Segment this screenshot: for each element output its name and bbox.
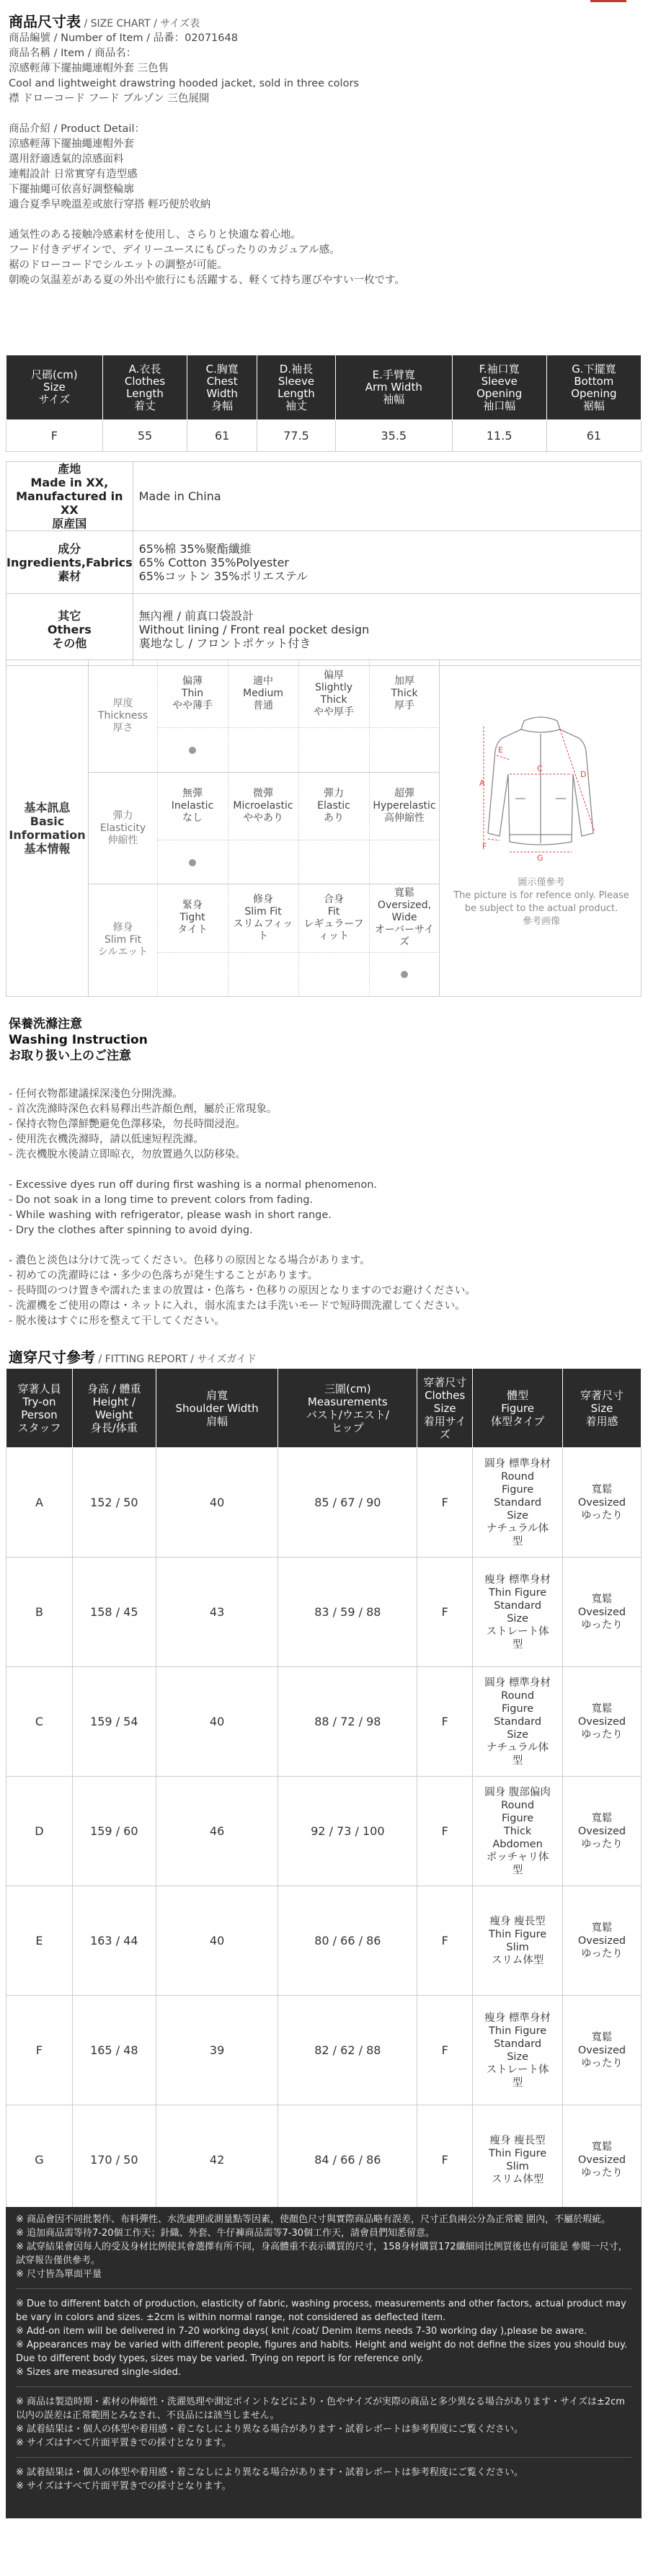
garment-figure-area — [439, 660, 642, 996]
fitting-row — [6, 2105, 642, 2215]
elasticity-option: 彈力 Elastic あり — [298, 773, 368, 840]
note-line: ※ 商品會因不同批製作、布料彈性、水洗處理或測量點等因素，使顏色尺寸與實際商品略有誤差，尺寸正負兩公分為正常範 圍內，不屬於瑕疵。 — [16, 2214, 611, 2225]
washing-lines — [9, 1087, 639, 1329]
size-cell: 55 — [102, 420, 187, 452]
fitting-cell-person: C — [6, 1667, 73, 1777]
fit-option: 修身 Slim Fit スリムフィット — [228, 884, 298, 952]
fitting-cell-shoulder: 46 — [156, 1777, 278, 1886]
jacket-collar — [521, 717, 560, 732]
fitting-table — [6, 1368, 642, 2215]
elasticity-label: 彈力 Elasticity 伸縮性 — [99, 809, 146, 846]
fitting-cell-figure: 圓身 標準身材 Round Figure Standard Size ナチュラル体 型 — [473, 1448, 563, 1558]
description-line: 連帽設計 日常實穿有造型感 — [9, 169, 138, 180]
thickness-indicator-row — [157, 727, 440, 772]
washing-instruction — [9, 1016, 639, 1329]
size-chart-title-main: 商品尺寸表 — [9, 13, 81, 30]
fitting-cell-shoulder: 40 — [156, 1886, 278, 1996]
fitting-header-cell: 穿著尺寸 Size 着用感 — [563, 1369, 642, 1448]
size-header-cell: D.袖長 Sleeve Length 袖丈 — [257, 355, 335, 420]
fit-option: 合身 Fit レギュラーフィット — [298, 884, 368, 952]
fitting-row — [6, 1448, 642, 1558]
note-line: ※ Add-on item will be delivered in 7-20 working days( knit /coat/ Denim items needs 7-30 working day ),please be aware. — [16, 2326, 587, 2337]
note-line: ※ 試穿結果會因每人的受及身材比例使其會選擇有所不同，身高體重不表示購買的尺寸，158身材購買172纖細同比例買後也有可能是 參閱一尺寸，試穿報告僅供參考。 — [16, 2242, 628, 2266]
note-line: ※ 試着結果は・個人の体型や着用感・着こなしにより異なる場合があります・試着レポートは参考程度にご覧ください。 — [16, 2467, 524, 2478]
fitting-cell-figure: 瘦身 標準身材 Thin Figure Standard Size ストレート体 型 — [473, 1558, 563, 1667]
fitting-cell-meas: 92 / 73 / 100 — [278, 1777, 417, 1886]
washing-line: - 首次洗滌時深色衣料易釋出些許顏色劑，屬於正常現象。 — [9, 1103, 278, 1115]
fitting-cell-fit: 寬鬆 Ovesized ゆったり — [563, 1777, 642, 1886]
washing-line: - 長時間のつけ置きや濡れたままの放置は・色落ち・色移りの原因となりますのでお避けください。 — [9, 1285, 476, 1297]
thickness-indicator-cell — [298, 728, 368, 772]
washing-lines-ja — [9, 1253, 639, 1329]
measure-line-d — [560, 729, 595, 832]
measure-line-e — [497, 755, 510, 760]
fitting-cell-fit: 寬鬆 Ovesized ゆったり — [563, 1667, 642, 1777]
fitting-cell-figure: 圓身 標準身材 Round Figure Standard Size ナチュラル体 型 — [473, 1667, 563, 1777]
size-cell: F — [6, 420, 103, 452]
thickness-option: 偏薄 Thin やや薄手 — [157, 660, 227, 727]
fitting-cell-fit: 寬鬆 Ovesized ゆったり — [563, 1886, 642, 1996]
description-line: 商品介紹 / Product Detail： — [9, 123, 145, 135]
description-line: 適合夏季早晚溫差或旅行穿搭 輕巧便於收納 — [9, 199, 211, 210]
fitting-cell-figure: 瘦身 瘦長型 Thin Figure Slim スリム体型 — [473, 1886, 563, 1996]
size-cell: 77.5 — [257, 420, 335, 452]
fitting-cell-size: F — [417, 1777, 473, 1886]
washing-line: - Dry the clothes after spinning to avoid dying. — [9, 1225, 253, 1236]
fitting-report-title — [9, 1346, 257, 1367]
fitting-cell-size: F — [417, 2105, 473, 2215]
description-line: 襟 ドローコード フード ブルゾン 三色展開 — [9, 93, 210, 105]
size-header-cell: F.袖口寬 Sleeve Opening 袖口幅 — [452, 355, 546, 420]
fabric-value: 65%棉 35%聚酯纖維 65% Cotton 35%Polyester 65%コットン 35%ポリエステル — [133, 531, 641, 594]
thickness-option: 加厚 Thick 厚手 — [369, 660, 439, 727]
thickness-attribute — [89, 660, 440, 772]
fitting-row — [6, 1886, 642, 1996]
origin-key: 產地 Made in XX, Manufactured in XX 原産国 — [6, 462, 133, 531]
fitting-cell-size: F — [417, 1448, 473, 1558]
product-description — [9, 31, 639, 288]
size-table — [6, 355, 642, 452]
fit-indicator-cell — [228, 953, 298, 997]
washing-lines-zh — [9, 1087, 639, 1163]
elasticity-option: 超彈 Hyperelastic 高伸縮性 — [369, 773, 439, 840]
fitting-cell-fit: 寬鬆 Ovesized ゆったり — [563, 1448, 642, 1558]
fitting-row — [6, 1558, 642, 1667]
size-header-cell: 尺碼(cm) Size サイズ — [6, 355, 103, 420]
figure-letter-c: C — [537, 764, 543, 773]
notes-ja-1 — [16, 2395, 631, 2450]
fitting-cell-shoulder: 42 — [156, 2105, 278, 2215]
fitting-cell-size: F — [417, 1996, 473, 2105]
elasticity-option: 微彈 Microelastic ややあり — [228, 773, 298, 840]
washing-line: - 洗濯機をご使用の際は・ネットに入れ，弱水流または手洗いモードで短時間洗濯してください。 — [9, 1300, 466, 1312]
size-header-cell: A.衣長 Clothes Length 着丈 — [102, 355, 187, 420]
fitting-table-body — [6, 1448, 642, 2215]
size-header-cell: C.胸寬 Chest Width 身幅 — [187, 355, 257, 420]
description-line: 涼感輕薄下擺抽繩連帽外套 三色售 — [9, 63, 169, 74]
description-line: 商品編號 / Number of Item / 品番：02071648 — [9, 32, 238, 44]
description-line: Cool and lightweight drawstring hooded jacket, sold in three colors — [9, 78, 359, 89]
fitting-cell-person: G — [6, 2105, 73, 2215]
fitting-cell-size: F — [417, 1886, 473, 1996]
fit-option: 寬鬆 Oversized, Wide オーバーサイズ — [369, 884, 439, 952]
fit-indicator-cell — [298, 953, 368, 997]
fitting-header-cell: 肩寬 Shoulder Width 肩幅 — [156, 1369, 278, 1448]
fitting-header-cell: 身高 / 體重 Height / Weight 身長/体重 — [72, 1369, 156, 1448]
thickness-selected-dot — [189, 747, 196, 754]
fitting-cell-person: B — [6, 1558, 73, 1667]
figure-letter-e: E — [498, 745, 503, 755]
fabric-row — [6, 531, 642, 594]
notes-zh — [16, 2213, 631, 2281]
fitting-cell-meas: 80 / 66 / 86 — [278, 1886, 417, 1996]
size-chart-header — [9, 10, 639, 288]
washing-line: - 洗衣機脫水後請立即晾衣，勿放置過久以防移染。 — [9, 1149, 246, 1160]
fitting-cell-figure: 圓身 腹部偏肉 Round Figure Thick Abdomen ポッチャリ体 型 — [473, 1777, 563, 1886]
description-line: 下擺抽繩可依喜好調整輪廓 — [9, 184, 134, 195]
washing-line: - 初めての洗濯時には・多少の色落ちが発生することがあります。 — [9, 1270, 319, 1282]
thickness-indicator-cell — [157, 728, 227, 772]
fitting-cell-hw: 170 / 50 — [72, 2105, 156, 2215]
washing-line: - While washing with refrigerator, please wash in short range. — [9, 1209, 332, 1221]
fitting-cell-figure: 瘦身 標準身材 Thin Figure Standard Size ストレート体 型 — [473, 1996, 563, 2105]
product-info-table — [6, 461, 642, 666]
size-table-row — [6, 420, 642, 452]
size-cell: 35.5 — [335, 420, 452, 452]
washing-line: - 任何衣物都建議採深淺色分開洗滌。 — [9, 1088, 183, 1100]
elasticity-indicator-cell — [157, 840, 227, 884]
note-line: ※ Due to different batch of production, elasticity of fabric, washing process, measurements and other factors, actual product may be vary in colors and sizes. ±2cm is within normal range, not considered as deflected item. — [16, 2299, 626, 2323]
others-row — [6, 594, 642, 666]
notes-panel — [6, 2207, 642, 2518]
size-cell: 61 — [187, 420, 257, 452]
description-line: 裾のドローコードでシルエットの調整が可能。 — [9, 259, 228, 271]
elasticity-attribute — [89, 772, 440, 884]
fabric-key: 成分 Ingredients,Fabrics 素材 — [6, 531, 133, 594]
fitting-cell-hw: 165 / 48 — [72, 1996, 156, 2105]
basic-info-key: 基本訊息 Basic Information 基本情報 — [6, 660, 89, 996]
elasticity-indicator-cell — [298, 840, 368, 884]
size-chart-title — [9, 10, 639, 31]
fitting-title-sub: / FITTING REPORT / サイズガイド — [95, 1354, 257, 1365]
washing-title-zh: 保養洗滌注意 — [9, 1017, 82, 1031]
fit-selected-dot — [401, 971, 408, 978]
fitting-cell-hw: 152 / 50 — [72, 1448, 156, 1558]
fitting-cell-hw: 159 / 54 — [72, 1667, 156, 1777]
note-line: ※ 試着結果は・個人の体型や着用感・着こなしにより異なる場合があります・試着レポートは参考程度にご覧ください。 — [16, 2424, 524, 2435]
others-key: 其它 Others その他 — [6, 594, 133, 666]
washing-line: - Excessive dyes run off during first washing is a normal phenomenon. — [9, 1179, 377, 1191]
note-line: ※ サイズはすべて片面平置きでの採寸となります。 — [16, 2481, 231, 2492]
fitting-header-cell: 三圍(cm) Measurements バスト/ウエスト/ ヒップ — [278, 1369, 417, 1448]
thickness-label: 厚度 Thickness 厚さ — [97, 698, 148, 734]
fitting-cell-person: D — [6, 1777, 73, 1886]
description-line: 通気性のある接触冷感素材を使用し、さらりと快適な着心地。 — [9, 229, 301, 241]
description-line: 涼感輕薄下擺抽繩連帽外套 — [9, 138, 134, 150]
fitting-cell-fit: 寬鬆 Ovesized ゆったり — [563, 2105, 642, 2215]
fit-attribute — [89, 884, 440, 996]
notes-en — [16, 2297, 631, 2379]
fitting-header-cell: 穿著人員 Try-on Person スタッフ — [6, 1369, 73, 1448]
description-line: フード付きデザインで、デイリーユースにもぴったりのカジュアル感。 — [9, 244, 340, 256]
elasticity-indicator-cell — [228, 840, 298, 884]
washing-line: - Do not soak in a long time to prevent colors from fading. — [9, 1194, 314, 1206]
fitting-cell-person: F — [6, 1996, 73, 2105]
fitting-cell-fit: 寬鬆 Ovesized ゆったり — [563, 1996, 642, 2105]
fitting-row — [6, 1777, 642, 1886]
fit-option: 緊身 Tight タイト — [157, 884, 227, 952]
jacket-diagram — [479, 705, 602, 863]
figure-letter-f: F — [482, 842, 487, 851]
thickness-indicator-cell — [228, 728, 298, 772]
fitting-cell-size: F — [417, 1558, 473, 1667]
note-line: ※ 追加商品需等待7-20個工作天；針織、外套、牛仔褲商品需等7-30個工作天，請會員們知悉留意。 — [16, 2228, 435, 2239]
fitting-cell-shoulder: 39 — [156, 1996, 278, 2105]
fitting-row — [6, 1667, 642, 1777]
basic-info-panel — [6, 659, 642, 997]
washing-line: - 濃色と淡色は分けて洗ってください。色移りの原因となる場合があります。 — [9, 1255, 370, 1266]
figure-letter-d: D — [580, 770, 587, 779]
fit-indicator-cell — [157, 953, 227, 997]
fitting-cell-meas: 84 / 66 / 86 — [278, 2105, 417, 2215]
note-line: ※ 尺寸皆為單面平量 — [16, 2269, 102, 2280]
description-line — [9, 107, 639, 122]
thickness-indicator-cell — [369, 728, 439, 772]
fitting-table-header — [6, 1369, 642, 1448]
fitting-cell-meas: 85 / 67 / 90 — [278, 1448, 417, 1558]
fitting-cell-fit: 寬鬆 Ovesized ゆったり — [563, 1558, 642, 1667]
fitting-cell-meas: 83 / 59 / 88 — [278, 1558, 417, 1667]
elasticity-indicator-cell — [369, 840, 439, 884]
fitting-cell-hw: 159 / 60 — [72, 1777, 156, 1886]
note-line: ※ 商品は製造時期・素材の伸縮性・洗濯処理や測定ポイントなどにより・色やサイズが実際の商品と多少異なる場合があります・サイズは±2cm以内の誤差は正常範囲とみなされ、不良品には該当しません。 — [16, 2397, 625, 2421]
washing-title-en: Washing Instruction — [9, 1033, 148, 1047]
thickness-options — [157, 660, 440, 727]
fitting-cell-person: E — [6, 1886, 73, 1996]
fitting-title-main: 適穿尺寸參考 — [9, 1349, 95, 1366]
fit-label: 修身 Slim Fit シルエット — [97, 922, 148, 958]
elasticity-options — [157, 773, 440, 840]
washing-line: - 保持衣物色澤鮮艷避免色澤移染，勿長時間浸泡。 — [9, 1119, 246, 1130]
fitting-cell-size: F — [417, 1667, 473, 1777]
description-line — [9, 213, 639, 228]
fitting-cell-hw: 158 / 45 — [72, 1558, 156, 1667]
description-line: 選用舒適透氣的涼感面料 — [9, 154, 124, 165]
note-line: ※ Appearances may be varied with different people, figures and habits. Height and weight do not define the sizes you should buy. Due to different body types, sizes may be varied. Trying on report is for reference only. — [16, 2340, 628, 2364]
figure-reference-note: 圖示僅參考 The picture is for refence only. Please be subject to the actual product. 參考画像 — [453, 877, 629, 927]
note-line: ※ Sizes are measured single-sided. — [16, 2367, 182, 2378]
fitting-header-cell: 體型 Figure 体型タイプ — [473, 1369, 563, 1448]
fit-options — [157, 884, 440, 952]
fitting-cell-shoulder: 43 — [156, 1558, 278, 1667]
origin-value: Made in China — [133, 462, 641, 531]
fitting-cell-shoulder: 40 — [156, 1448, 278, 1558]
figure-letter-g: G — [537, 853, 543, 863]
notes-ja-2 — [16, 2466, 631, 2493]
description-line: 商品名稱 / Item / 商品名： — [9, 48, 137, 59]
fitting-row — [6, 1996, 642, 2105]
description-line: 朝晩の気温差がある夏の外出や旅行にも活躍する、軽くて持ち運びやすい一枚です。 — [9, 275, 405, 286]
fitting-cell-shoulder: 40 — [156, 1667, 278, 1777]
origin-row — [6, 462, 642, 531]
others-value: 無內裡 / 前真口袋設計 Without lining / Front real pocket design 裏地なし / フロントポケット付き — [133, 594, 641, 666]
fitting-cell-person: A — [6, 1448, 73, 1558]
elasticity-indicator-row — [157, 840, 440, 884]
top-accent-bar — [590, 0, 626, 2]
size-chart-title-sub: / SIZE CHART / サイズ表 — [81, 18, 200, 30]
fitting-cell-meas: 82 / 62 / 88 — [278, 1996, 417, 2105]
washing-title-ja: お取り扱い上のご注意 — [9, 1049, 131, 1063]
washing-line: - 使用洗衣機洗滌時，請以低速短程洗滌。 — [9, 1134, 204, 1145]
size-table-header — [6, 355, 642, 420]
size-header-cell: E.手臂寬 Arm Width 袖幅 — [335, 355, 452, 420]
size-cell: 61 — [546, 420, 641, 452]
measure-line-f — [488, 839, 500, 840]
figure-letter-a: A — [479, 778, 485, 788]
fit-indicator-row — [157, 952, 440, 997]
elasticity-selected-dot — [189, 859, 196, 866]
fitting-cell-meas: 88 / 72 / 98 — [278, 1667, 417, 1777]
thickness-option: 偏厚 Slightly Thick やや厚手 — [298, 660, 368, 727]
elasticity-option: 無彈 Inelastic なし — [157, 773, 227, 840]
size-header-cell: G.下擺寬 Bottom Opening 裾幅 — [546, 355, 641, 420]
thickness-option: 適中 Medium 普通 — [228, 660, 298, 727]
size-cell: 11.5 — [452, 420, 546, 452]
washing-lines-en — [9, 1178, 639, 1238]
fit-indicator-cell — [369, 953, 439, 997]
fitting-cell-hw: 163 / 44 — [72, 1886, 156, 1996]
note-line: ※ サイズはすべて片面平置きでの採寸となります。 — [16, 2438, 231, 2448]
washing-line: - 脱水後はすぐに形を整えて干してください。 — [9, 1315, 225, 1327]
fitting-header-cell: 穿著尺寸 Clothes Size 着用サイ ズ — [417, 1369, 473, 1448]
fitting-cell-figure: 瘦身 瘦長型 Thin Figure Slim スリム体型 — [473, 2105, 563, 2215]
